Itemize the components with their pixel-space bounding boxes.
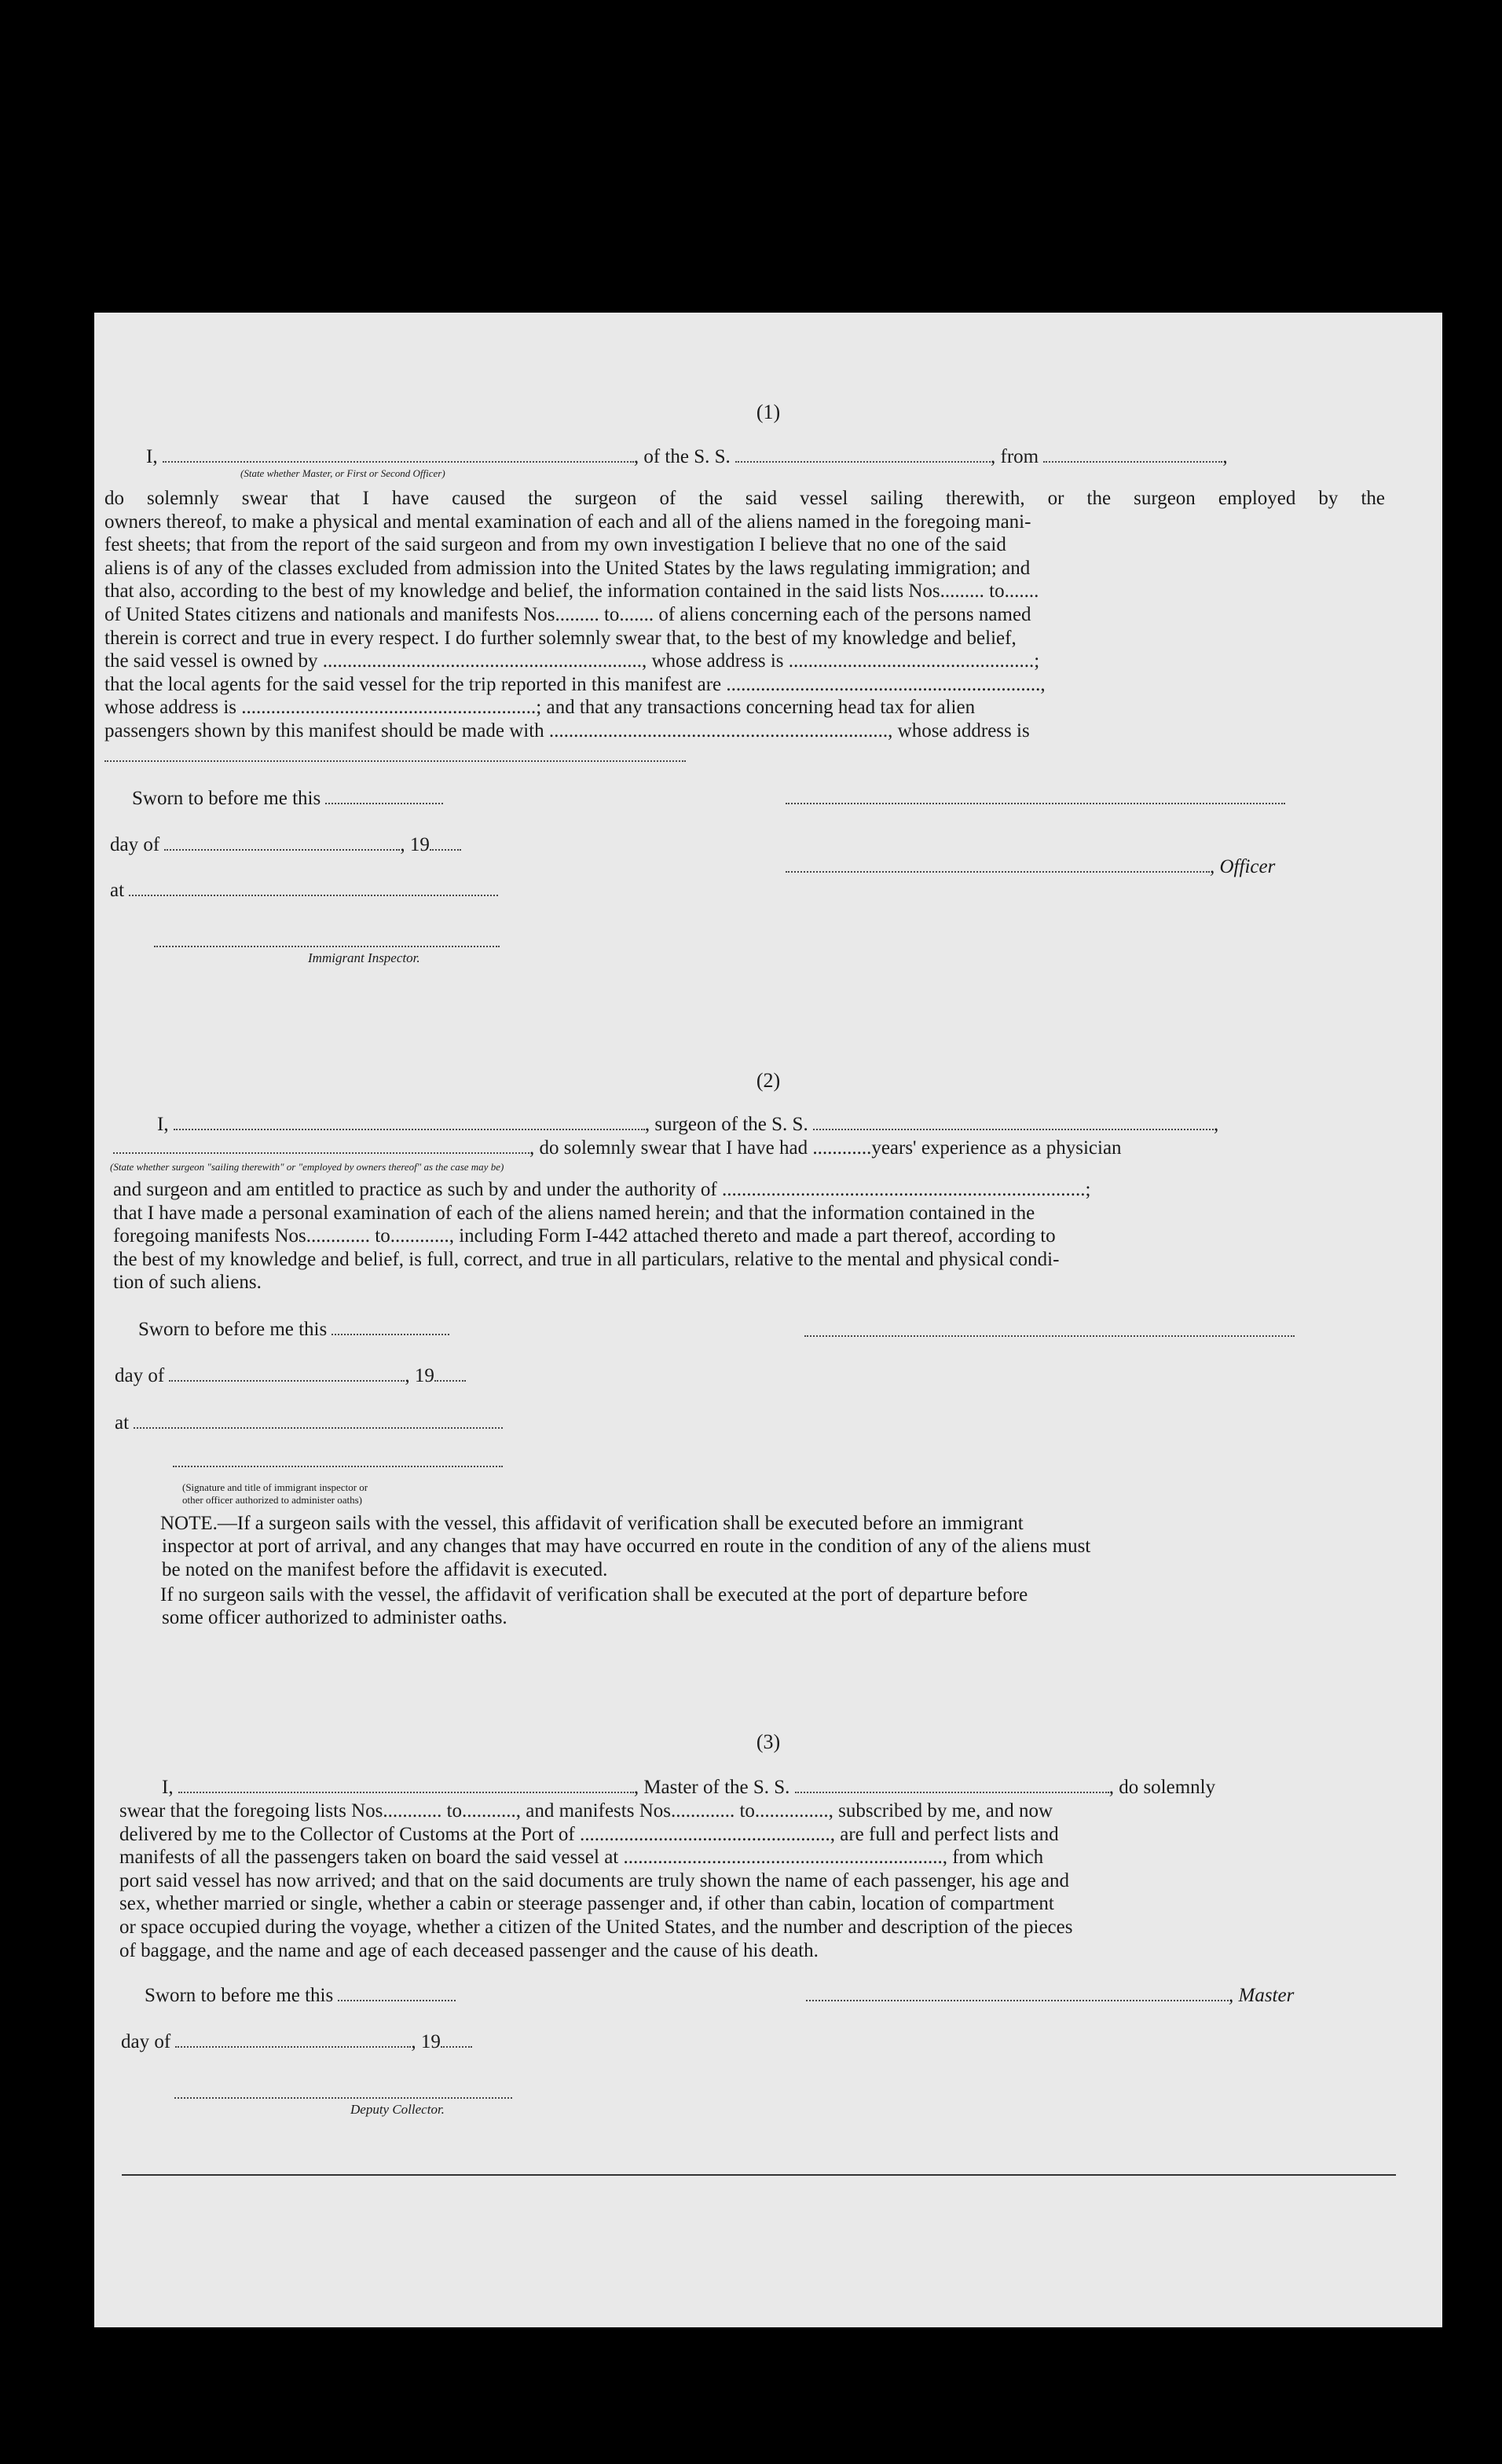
form-sheet	[94, 313, 1442, 2327]
punch-hole	[1445, 2182, 1485, 2221]
section-number: (3)	[756, 1730, 781, 1753]
day-label: day of , 19	[121, 2031, 472, 2053]
day-label: day of , 19	[110, 834, 461, 856]
note-paragraph-2: If no surgeon sails with the vessel, the affidavit of verification shall be executed at the port of departure before	[160, 1584, 1028, 1605]
note-paragraph-cont: inspector at port of arrival, and any changes that may have occurred en route in the condition of any of the aliens must be noted on the manifest before the affidavit is executed.	[162, 1536, 1091, 1580]
note-paragraph: NOTE.—If a surgeon sails with the vessel, this affidavit of verification shall be executed before an immigrant	[160, 1513, 1024, 1534]
punch-hole	[1445, 862, 1485, 902]
surgeon-line-2: , do solemnly swear that I have had ............years' experience as a physician	[113, 1137, 1122, 1159]
field-caption: (State whether Master, or First or Second Officer)	[240, 467, 445, 479]
sworn-label: Sworn to before me this	[132, 788, 443, 810]
surgeon-line: I, , surgeon of the S. S. ,	[157, 1114, 1219, 1135]
punch-hole	[1445, 501, 1485, 540]
master-paragraph: swear that the foregoing lists Nos............ to..........., and manifests Nos............. to..............., subscribed by me, and now delivered by me to the Collector of Customs at the Port of ..................................................., are full and perfect lists and manifests of all the passengers taken on board the said vessel at ................................................................., from which port said vessel has now arrived; and that on the said documents are truly shown the name of each passenger, his age and sex, whether married or single, whether a cabin or steerage passenger and, if other than cabin, location of compartment or space occupied during the voyage, whether a citizen of the United States, and the number and description of the pieces of baggage, and the name and age of each deceased passenger and the cause of his death.	[119, 1800, 1073, 1961]
surgeon-paragraph: and surgeon and am entitled to practice as such by and under the authority of ..........................................................................; that I have made a personal examination of each of the aliens named herein; and that the information contained in the foregoing manifests Nos............. to............, including Form I-442 attached thereto and made a part thereof, according to the best of my knowledge and belief, is full, correct, and true in all particulars, relative to the mental and physical condi- tion of such aliens.	[113, 1179, 1091, 1294]
oath-paragraph: do solemnly swear that I have caused the surgeon of the said vessel sailing therewith, or the surgeon employed by the owners thereof, to make a physical and mental examination of each and all of the aliens named in the foregoing mani- fest sheets; that from the report of the said surgeon and from my own investigation I believe that no one of the said aliens is of any of the classes excluded from admission into the United States by the laws regulating immigration; and that also, according to the best of my knowledge and belief, the information contained in the said lists Nos......... to....... of United States citizens and nationals and manifests Nos......... to....... of aliens concerning each of the persons named therein is correct and true in every respect. I do further solemnly swear that, to the best of my knowledge and belief, the said vessel is owned by ................................................................., whose address is ..................................................; that the local agents for the said vessel for the trip reported in this manifest are ................................................................, whose address is ............................................................; and that any transactions concerning head tax for alien passengers shown by this manifest should be made with ....................................................................., whose address is	[104, 488, 1385, 741]
bottom-rule	[122, 2174, 1396, 2176]
punch-hole	[1445, 368, 1485, 407]
punch-hole	[1445, 2139, 1485, 2178]
master-line: I, , Master of the S. S. , do solemnly	[162, 1777, 1216, 1798]
sworn-label: Sworn to before me this	[145, 1985, 456, 2007]
punch-hole	[1445, 2288, 1485, 2327]
section-number: (2)	[756, 1069, 781, 1092]
at-label: at	[115, 1412, 503, 1434]
field-caption: (State whether surgeon "sailing therewith" or "employed by owners thereof" as the case may be)	[110, 1161, 504, 1173]
sworn-label: Sworn to before me this	[138, 1319, 449, 1341]
note-paragraph-2-cont: some officer authorized to administer oaths.	[162, 1607, 507, 1628]
day-label: day of , 19	[115, 1365, 466, 1387]
at-label: at	[110, 880, 498, 902]
master-signature-line: , Master	[806, 1985, 1294, 2007]
punch-hole	[1445, 1815, 1485, 1854]
officer-signature-line: , Officer	[786, 856, 1275, 878]
section-number: (1)	[756, 401, 781, 423]
officer-line: I, , of the S. S. , from ,	[146, 446, 1228, 467]
punch-hole	[1445, 1697, 1485, 1736]
punch-hole	[1445, 1330, 1485, 1369]
deputy-caption: Deputy Collector.	[350, 2102, 445, 2117]
signature-caption: (Signature and title of immigrant inspector or other officer authorized to administer oaths)	[182, 1481, 368, 1506]
punch-hole	[1445, 994, 1485, 1034]
inspector-caption: Immigrant Inspector.	[308, 950, 420, 965]
